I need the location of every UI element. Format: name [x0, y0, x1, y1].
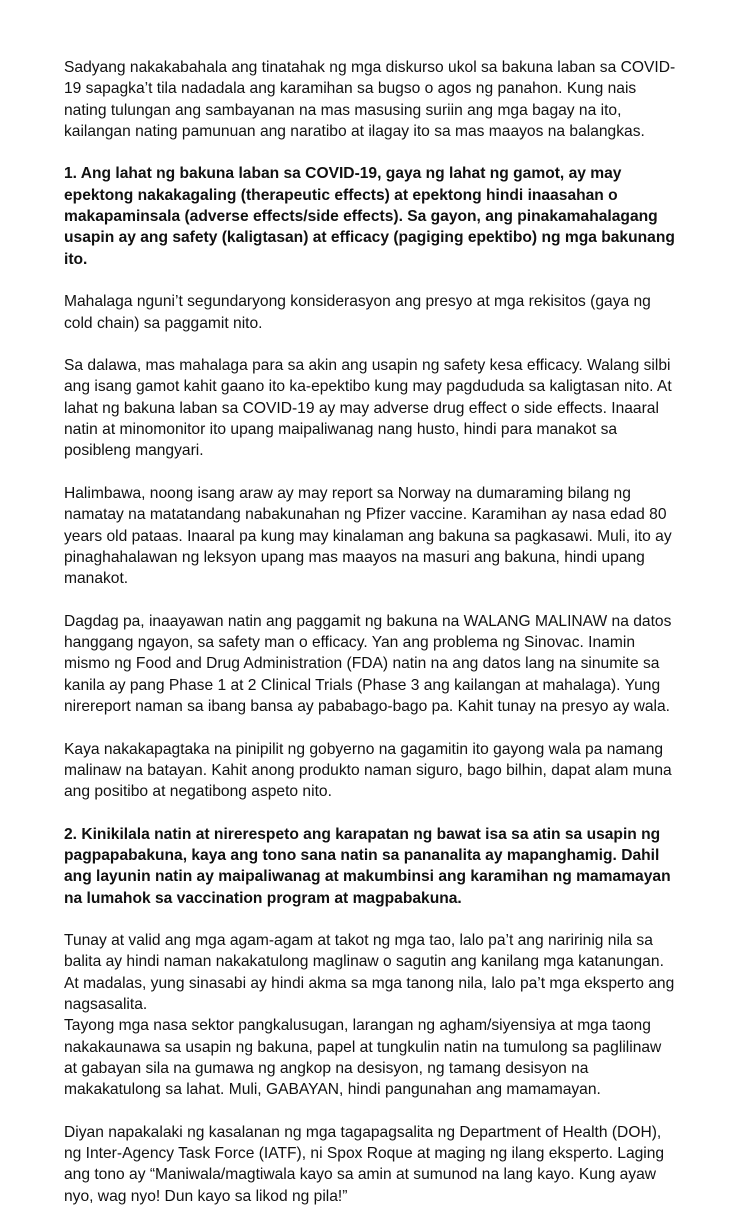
paragraph-government-insistence: Kaya nakakapagtaka na pinipilit ng gobyerno na gagamitin ito gayong wala pa namang malinaw na batayan. Kahit anong produkto naman siguro, bago bilhin, dapat alam muna ang positibo at negatibong aspeto nito. [64, 740, 672, 801]
paragraph-safety-vs-efficacy: Sa dalawa, mas mahalaga para sa akin ang usapin ng safety kesa efficacy. Walang silbi ang isang gamot kahit gaano ito ka-epektibo kung may pagdududa sa kaligtasan nito. At lahat ng bakuna laban sa COVID-19 ay may adverse drug effect o side effects. Inaaral natin at minomonitor ito upang maipaliwanag nang husto, hindi para manakot sa posibleng mangyari. [64, 357, 672, 460]
paragraph-public-fears: Tunay at valid ang mga agam-agam at takot ng mga tao, lalo pa’t ang naririnig nila sa balita ay hindi naman nakakatulong maglinaw o sagutin ang kanilang mga katanungan. At madalas, yung sinasabi ay hindi akma sa mga tanong nila, lalo pa’t mga eksperto ang nagsasalita. [64, 932, 675, 1014]
paragraph-spokespersons: Diyan napakalaki ng kasalanan ng mga tagapagsalita ng Department of Health (DOH), ng Inter-Agency Task Force (IATF), ni Spox Roque at maging ng ilang eksperto. Laging ang tono ay “Maniwala/magtiwala kayo sa amin at sumunod na lang kayo. Kung ayaw nyo, wag nyo! Dun kayo sa likod ng pila!” [64, 1123, 665, 1205]
paragraph-sinovac-data: Dagdag pa, inaayawan natin ang paggamit ng bakuna na WALANG MALINAW na datos hanggang ngayon, sa safety man o efficacy. Yan ang problema ng Sinovac. Inamin mismo ng Food and Drug Administration (FDA) natin na ang datos lang na sinumite sa kanila ay pang Phase 1 at 2 Clinical Trials (Phase 3 ang kailangan at mahalaga). Yung nirereport naman sa ibang bansa ay pababago-bago pa. Kahit tunay na presyo ay wala. [64, 612, 672, 715]
paragraph-price-consideration: Mahalaga nguni’t segundaryong konsiderasyon ang presyo at mga rekisitos (gaya ng cold chain) sa paggamit nito. [64, 293, 651, 332]
paragraph-norway-example: Halimbawa, noong isang araw ay may report sa Norway na dumaraming bilang ng namatay na matatandang nabakunahan ng Pfizer vaccine. Karamihan ay nasa edad 80 years old pataas. Inaaral pa kung may kinalaman ang bakuna sa pagkasawi. Muli, ito ay pinaghahalawan ng leksyon upang mas maayos na masuri ang bakuna, hindi upang manakot. [64, 484, 672, 588]
paragraph-health-sector-role: Tayong mga nasa sektor pangkalusugan, larangan ng agham/siyensiya at mga taong nakakaunawa sa usapin ng bakuna, papel at tungkulin natin na tumulong sa paglilinaw at gabayan sila na gumawa ng angkop na desisyon, ng tamang desisyon na makakatulong sa lahat. Muli, GABAYAN, hindi pangunahan ang mamamayan. [64, 1017, 662, 1099]
paragraph-intro: Sadyang nakakabahala ang tinatahak ng mga diskurso ukol sa bakuna laban sa COVID-19 sapagka’t tila nadadala ang karamihan sa bugso o agos ng panahon. Kung nais nating tulungan ang sambayanan na mas masusing suriin ang mga bagay na ito, kailangan nating pamunuan ang naratibo at ilagay ito sa mas maayos na balangkas. [64, 59, 676, 140]
paragraph-point-2-heading: 2. Kinikilala natin at nirerespeto ang karapatan ng bawat isa sa atin sa usapin ng pagpapabakuna, kaya ang tono sana natin sa pananalita ay mapanghamig. Dahil ang layunin natin ay maipaliwanag at makumbinsi ang karamihan ng mamamayan na lumahok sa vaccination program at magpabakuna. [64, 825, 671, 907]
paragraph-point-1-heading: 1. Ang lahat ng bakuna laban sa COVID-19, gaya ng lahat ng gamot, ay may epektong nakakagaling (therapeutic effects) at epektong hindi inaasahan o makapaminsala (adverse effects/side effects). Sa gayon, ang pinakamahalagang usapin ay ang safety (kaligtasan) at efficacy (pagiging epektibo) ng mga bakunang ito. [64, 165, 675, 268]
document-body [64, 57, 678, 1228]
